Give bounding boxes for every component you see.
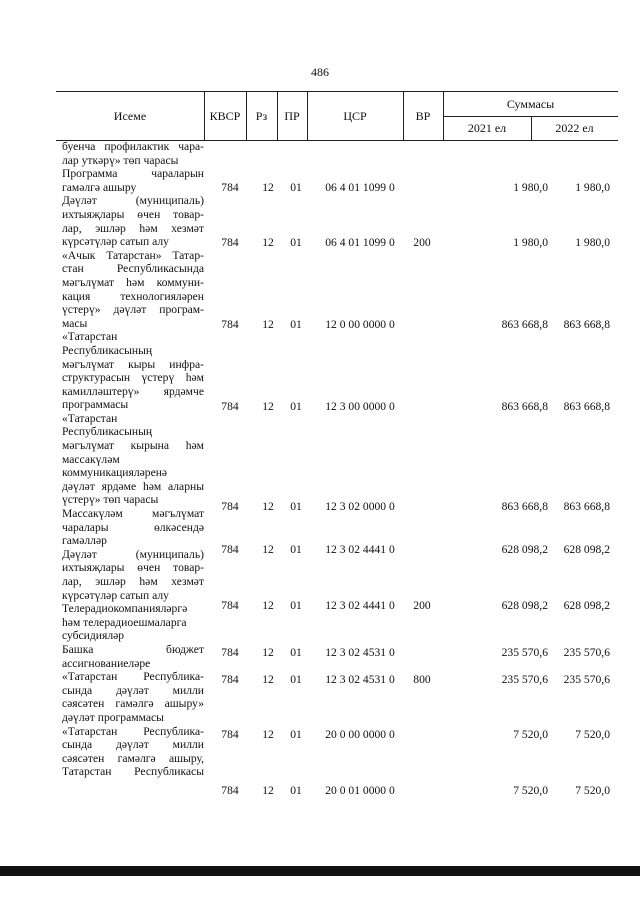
cell-csr: 12 3 02 4441 0 <box>325 599 395 612</box>
header-year-2022: 2022 ел <box>555 120 594 135</box>
cell-rz: 12 <box>262 728 274 741</box>
name-line: күрсәтүләр сатып алу <box>62 235 169 249</box>
name-line: коммуникацияләренә <box>62 466 168 480</box>
name-line: мәгълүмат кыры инфра- <box>62 357 204 371</box>
name-line: сында дәүләт милли <box>62 738 204 752</box>
cell-pr: 01 <box>290 543 302 556</box>
name-line: чаралары өлкәсендә <box>62 520 204 534</box>
table-row <box>0 318 640 332</box>
table-row <box>0 400 640 414</box>
cell-sum-2022: 1 980,0 <box>575 181 610 194</box>
cell-sum-2021: 1 980,0 <box>513 181 548 194</box>
name-line: субсидияләр <box>62 629 125 643</box>
cell-sum-2021: 863 668,8 <box>501 400 548 413</box>
cell-rz: 12 <box>262 784 274 797</box>
cell-csr: 12 3 02 4441 0 <box>325 543 395 556</box>
cell-pr: 01 <box>290 181 302 194</box>
name-line: стан Республикасында <box>62 262 204 276</box>
header-pr: ПР <box>284 108 300 123</box>
cell-kvsr: 784 <box>221 646 239 659</box>
cell-rz: 12 <box>262 646 274 659</box>
cell-sum-2021: 863 668,8 <box>501 500 548 513</box>
name-line: «Татарстан Республика- <box>62 724 204 738</box>
table-row <box>0 646 640 660</box>
table-row <box>0 673 640 687</box>
cell-sum-2022: 235 570,6 <box>563 646 610 659</box>
cell-kvsr: 784 <box>221 500 239 513</box>
name-line: Республикасының <box>62 425 153 439</box>
name-line: кация технологияләрен <box>62 289 204 303</box>
cell-rz: 12 <box>262 500 274 513</box>
cell-sum-2021: 1 980,0 <box>513 236 548 249</box>
cell-sum-2021: 628 098,2 <box>501 543 548 556</box>
name-line: камилләштерү» ярдәмче <box>62 384 204 398</box>
name-line: сәясәтен гамәлгә ашыру» <box>62 697 204 711</box>
name-line: ассигнованиеләре <box>62 656 151 670</box>
name-line: «Татарстан <box>62 330 118 344</box>
table-row <box>0 728 640 742</box>
table-header <box>56 91 618 141</box>
cell-pr: 01 <box>290 673 302 686</box>
name-line: Программа чараларын <box>62 167 204 181</box>
cell-sum-2022: 628 098,2 <box>563 543 610 556</box>
name-line: Республикасының <box>62 343 153 357</box>
cell-sum-2022: 235 570,6 <box>563 673 610 686</box>
cell-sum-2021: 235 570,6 <box>501 673 548 686</box>
name-line: «Татарстан Республика- <box>62 670 204 684</box>
cell-sum-2021: 628 098,2 <box>501 599 548 612</box>
cell-pr: 01 <box>290 646 302 659</box>
name-line: лар уткәрү» төп чарасы <box>62 153 179 167</box>
cell-kvsr: 784 <box>221 784 239 797</box>
cell-rz: 12 <box>262 318 274 331</box>
cell-pr: 01 <box>290 784 302 797</box>
cell-pr: 01 <box>290 599 302 612</box>
cell-sum-2022: 7 520,0 <box>575 784 610 797</box>
name-line: Башка бюджет <box>62 642 204 656</box>
cell-csr: 12 3 02 4531 0 <box>325 673 395 686</box>
cell-sum-2021: 235 570,6 <box>501 646 548 659</box>
cell-kvsr: 784 <box>221 728 239 741</box>
cell-pr: 01 <box>290 728 302 741</box>
cell-kvsr: 784 <box>221 599 239 612</box>
table-row <box>0 599 640 613</box>
cell-vr: 200 <box>413 236 431 249</box>
cell-csr: 20 0 00 0000 0 <box>325 728 395 741</box>
name-line: сында дәүләт милли <box>62 683 204 697</box>
header-year-2021: 2021 ел <box>467 120 507 135</box>
cell-pr: 01 <box>290 500 302 513</box>
cell-pr: 01 <box>290 236 302 249</box>
cell-rz: 12 <box>262 236 274 249</box>
cell-rz: 12 <box>262 599 274 612</box>
cell-pr: 01 <box>290 400 302 413</box>
cell-rz: 12 <box>262 400 274 413</box>
page-number: 486 <box>311 65 329 79</box>
cell-csr: 06 4 01 1099 0 <box>325 181 395 194</box>
table-row <box>0 543 640 557</box>
name-line: үстерү» төп чарасы <box>62 493 159 507</box>
name-line: дәүләт ярдәме һәм аларны <box>62 479 204 493</box>
cell-sum-2022: 7 520,0 <box>575 728 610 741</box>
name-line: Татарстан Республикасы <box>62 765 204 779</box>
scan-edge-bar <box>0 866 640 876</box>
cell-sum-2021: 7 520,0 <box>513 784 548 797</box>
cell-vr: 200 <box>413 599 431 612</box>
cell-sum-2021: 863 668,8 <box>501 318 548 331</box>
cell-sum-2022: 863 668,8 <box>563 400 610 413</box>
name-line: программасы <box>62 398 129 412</box>
cell-rz: 12 <box>262 181 274 194</box>
header-kvsr: КВСР <box>209 108 241 123</box>
name-line: үстерү» дәүләт програм- <box>62 303 204 317</box>
name-line: массакүләм <box>62 452 120 466</box>
name-line: ихтыяҗлары өчен товар- <box>62 561 204 575</box>
header-name: Исеме <box>113 108 147 123</box>
name-line: лар, эшләр һәм хезмәт <box>62 575 204 588</box>
name-line: масы <box>62 316 88 330</box>
cell-kvsr: 784 <box>221 673 239 686</box>
cell-rz: 12 <box>262 543 274 556</box>
header-rz: Рз <box>255 108 268 123</box>
name-line: Массакүләм мәгълүмат <box>62 507 204 521</box>
header-csr: ЦСР <box>343 108 367 123</box>
table-row <box>0 784 640 798</box>
name-line: Дәүләт (муниципаль) <box>62 194 204 208</box>
name-line: һәм телерадиоешмаларга <box>62 615 187 629</box>
cell-pr: 01 <box>290 318 302 331</box>
cell-csr: 12 3 00 0000 0 <box>325 400 395 413</box>
table-row <box>0 236 640 250</box>
name-line: сәясәтен гамәлгә ашыру, <box>62 751 204 765</box>
cell-csr: 20 0 01 0000 0 <box>325 784 395 797</box>
cell-csr: 12 0 00 0000 0 <box>325 318 395 331</box>
cell-kvsr: 784 <box>221 318 239 331</box>
cell-kvsr: 784 <box>221 181 239 194</box>
name-line: буенча профилактик чара- <box>62 140 204 153</box>
name-line: мәгълүмат кырына һәм <box>62 439 204 453</box>
name-line: «Ачык Татарстан» Татар- <box>62 248 204 262</box>
cell-kvsr: 784 <box>221 543 239 556</box>
cell-kvsr: 784 <box>221 236 239 249</box>
cell-sum-2022: 1 980,0 <box>575 236 610 249</box>
header-vr: ВР <box>415 108 431 123</box>
cell-sum-2022: 628 098,2 <box>563 599 610 612</box>
name-line: структурасын үстерү һәм <box>62 371 204 385</box>
cell-vr: 800 <box>413 673 431 686</box>
name-line: күрсәтүләр сатып алу <box>62 588 169 602</box>
cell-sum-2021: 7 520,0 <box>513 728 548 741</box>
cell-sum-2022: 863 668,8 <box>563 500 610 513</box>
name-line: Телерадиокомпанияләргә <box>62 602 188 616</box>
table-row <box>0 181 640 195</box>
header-sums: Суммасы <box>506 96 555 111</box>
name-line: Дәүләт (муниципаль) <box>62 547 204 561</box>
cell-sum-2022: 863 668,8 <box>563 318 610 331</box>
name-line: «Татарстан <box>62 411 118 425</box>
name-line: дәүләт программасы <box>62 710 164 724</box>
cell-csr: 12 3 02 0000 0 <box>325 500 395 513</box>
name-line: лар, эшләр һәм хезмәт <box>62 221 204 235</box>
name-line: гамәлгә ашыру <box>62 180 137 194</box>
cell-kvsr: 784 <box>221 400 239 413</box>
cell-rz: 12 <box>262 673 274 686</box>
name-line: гамәлләр <box>62 534 107 548</box>
name-line: ихтыяҗлары өчен товар- <box>62 207 204 221</box>
name-line: мәгълүмат һәм коммуни- <box>62 275 204 289</box>
cell-csr: 12 3 02 4531 0 <box>325 646 395 659</box>
cell-csr: 06 4 01 1099 0 <box>325 236 395 249</box>
table-row <box>0 500 640 514</box>
